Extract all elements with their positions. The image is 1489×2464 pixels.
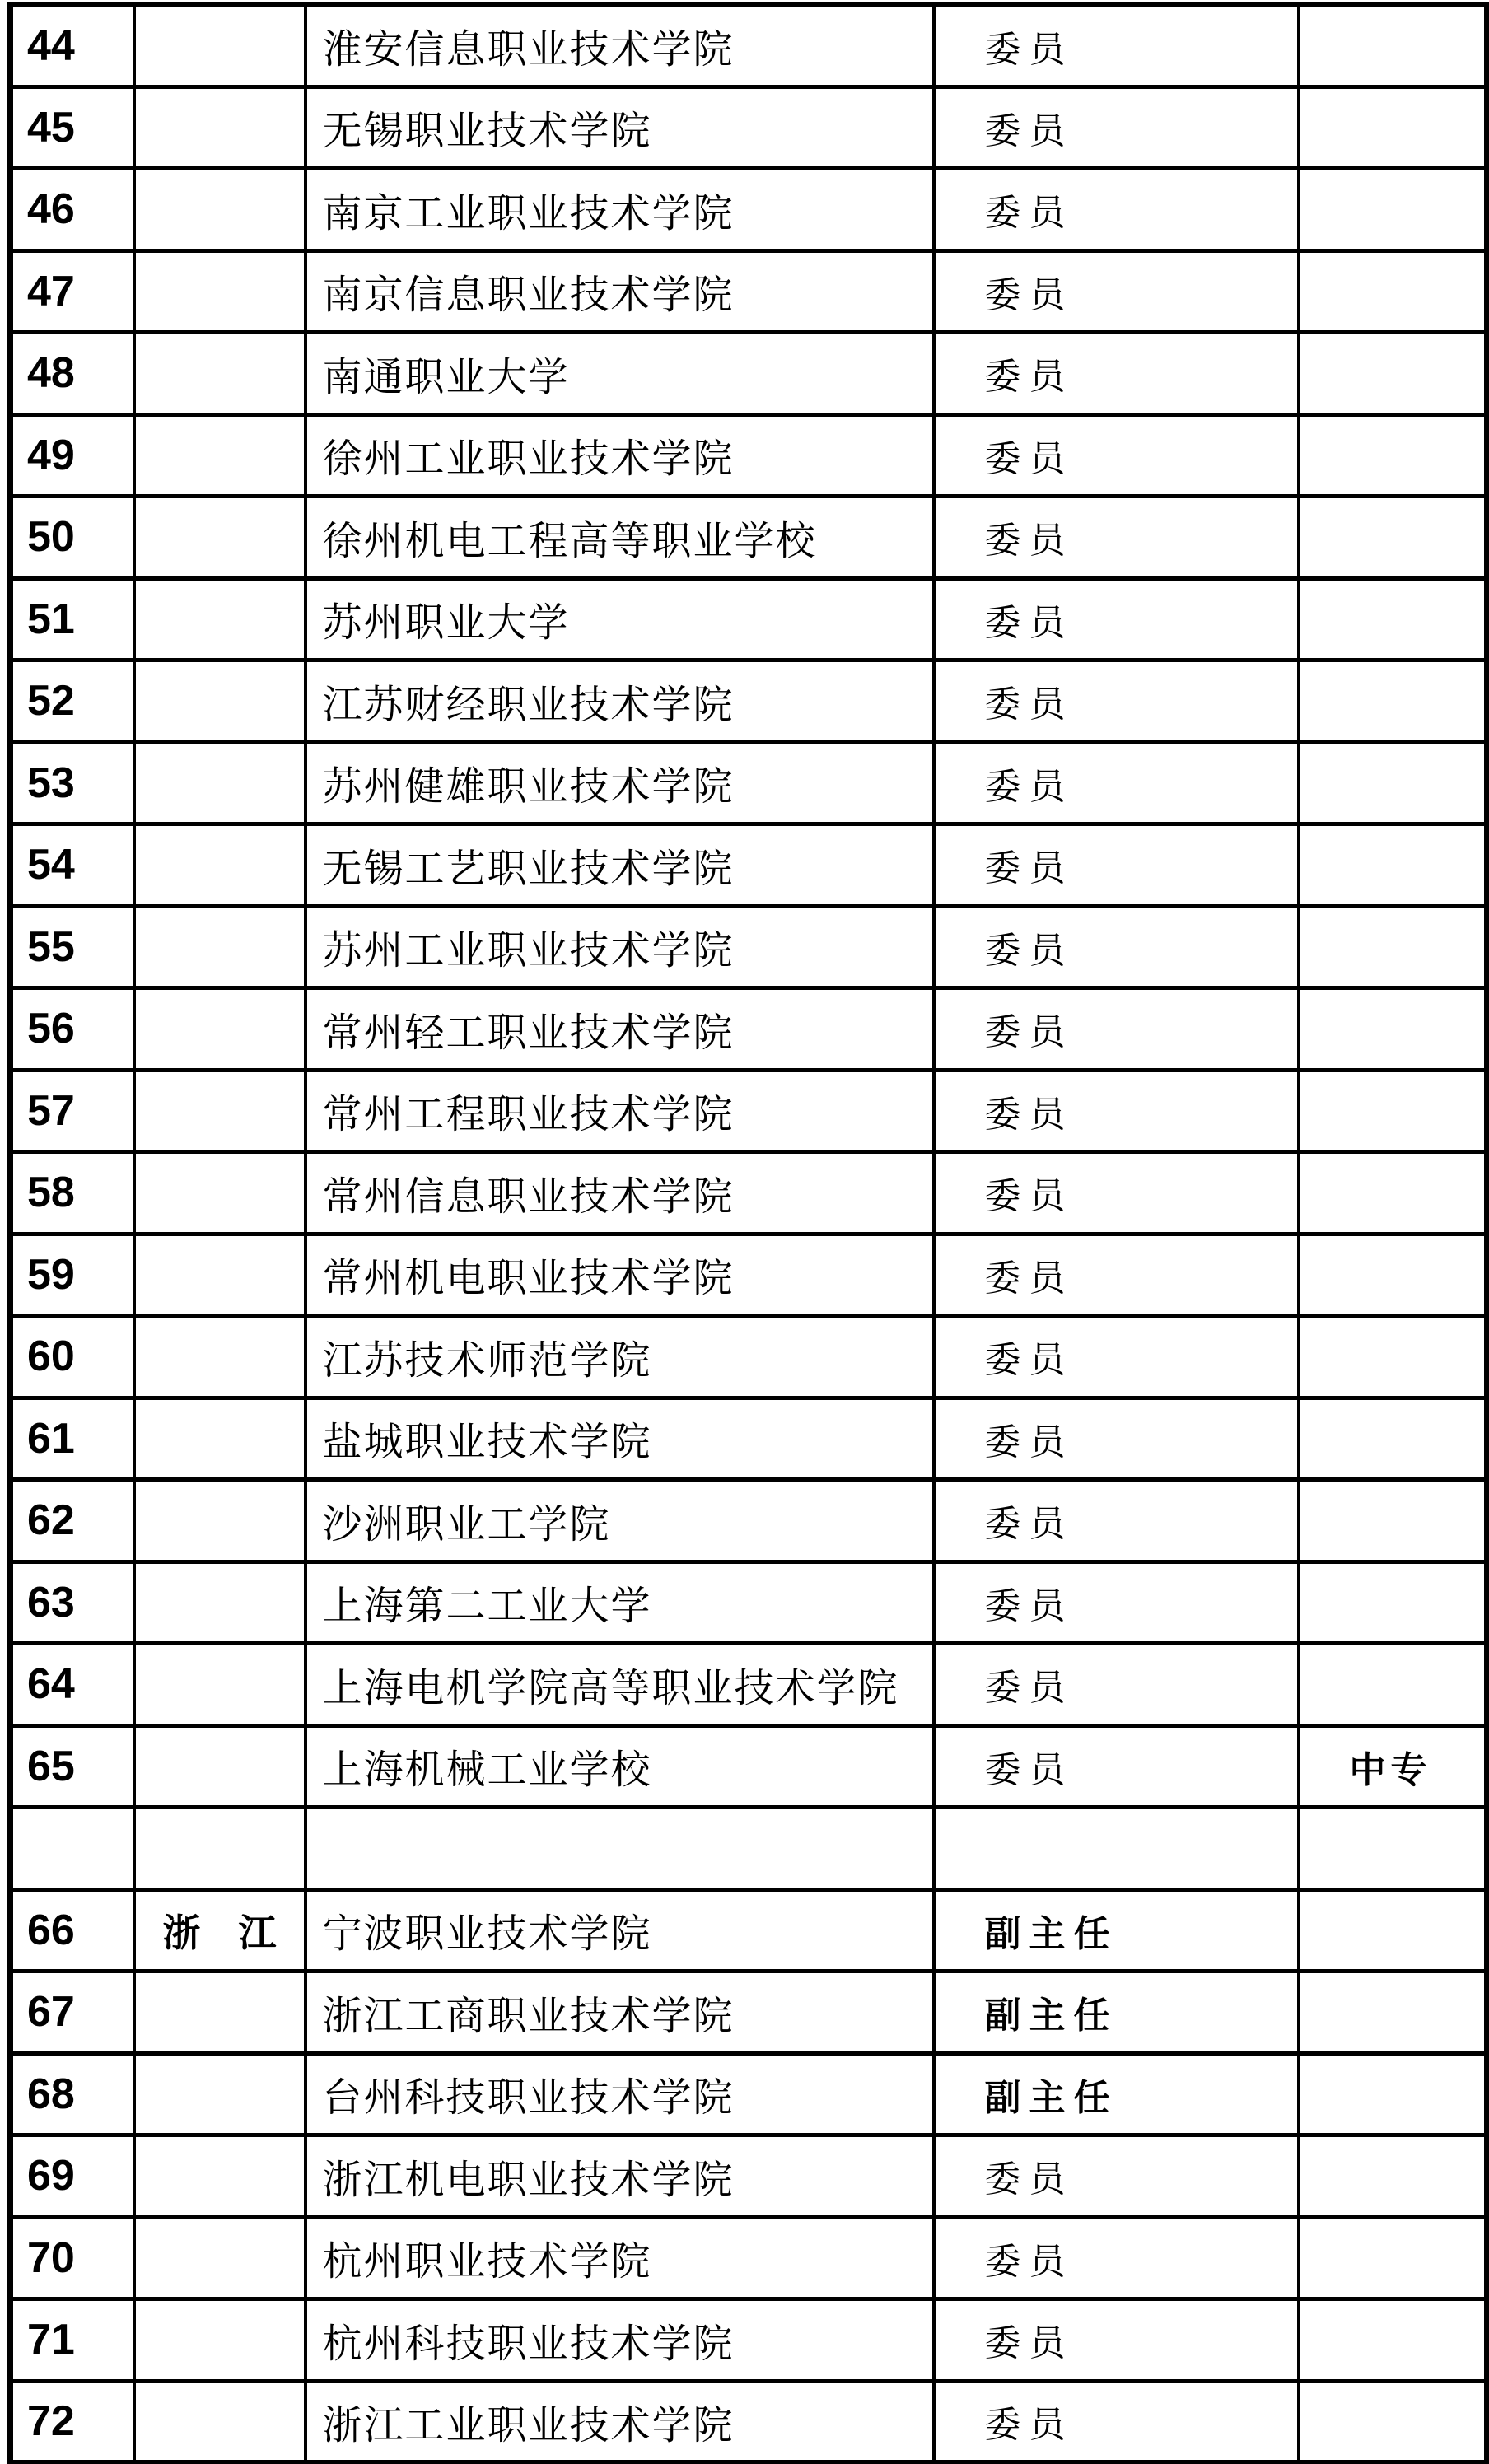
province-cell: [134, 906, 306, 988]
school-cell: 江苏财经职业技术学院: [306, 660, 934, 743]
school-cell: 沙洲职业工学院: [306, 1480, 934, 1562]
row-number-cell: 59: [11, 1234, 134, 1316]
school-cell: 宁波职业技术学院: [306, 1889, 934, 1972]
note-cell: [1299, 86, 1487, 169]
school-cell: 常州轻工职业技术学院: [306, 988, 934, 1071]
role-cell: 委员: [934, 1561, 1299, 1644]
province-cell: [134, 333, 306, 415]
role-cell: [934, 1808, 1299, 1890]
role-cell: 委员: [934, 250, 1299, 333]
role-cell: 委员: [934, 414, 1299, 497]
school-cell: 无锡职业技术学院: [306, 86, 934, 169]
province-cell: [134, 2299, 306, 2382]
role-cell: 委员: [934, 1644, 1299, 1726]
row-number-cell: 66: [11, 1889, 134, 1972]
school-cell: 浙江工商职业技术学院: [306, 1972, 934, 2054]
row-number-cell: 45: [11, 86, 134, 169]
role-cell: 委员: [934, 660, 1299, 743]
row-number-cell: 55: [11, 906, 134, 988]
table-row: [11, 1644, 1487, 1726]
role-cell: 委员: [934, 1725, 1299, 1808]
note-cell: [1299, 2381, 1487, 2463]
role-cell: 委员: [934, 988, 1299, 1071]
row-number-cell: 48: [11, 333, 134, 415]
table-row: [11, 906, 1487, 988]
table-row: [11, 1725, 1487, 1808]
note-cell: 中专: [1299, 1725, 1487, 1808]
table-row: [11, 2053, 1487, 2135]
row-number-cell: 60: [11, 1316, 134, 1398]
row-number-cell: 63: [11, 1561, 134, 1644]
row-number-cell: [11, 1808, 134, 1890]
row-number-cell: 67: [11, 1972, 134, 2054]
school-cell: [306, 1808, 934, 1890]
table-row: [11, 988, 1487, 1071]
role-cell: 委员: [934, 169, 1299, 251]
role-cell: 委员: [934, 906, 1299, 988]
province-cell: [134, 1234, 306, 1316]
note-cell: [1299, 5, 1487, 87]
province-cell: [134, 169, 306, 251]
row-number-cell: 58: [11, 1152, 134, 1234]
table-row: [11, 86, 1487, 169]
row-number-cell: 50: [11, 497, 134, 579]
role-cell: 委员: [934, 1316, 1299, 1398]
province-cell: [134, 988, 306, 1071]
role-cell: 委员: [934, 2299, 1299, 2382]
table-row: [11, 742, 1487, 824]
table-row: [11, 497, 1487, 579]
table-row: [11, 5, 1487, 87]
row-number-cell: 52: [11, 660, 134, 743]
province-cell: 浙 江: [134, 1889, 306, 1972]
province-cell: [134, 2135, 306, 2218]
role-cell: 委员: [934, 86, 1299, 169]
row-number-cell: 57: [11, 1070, 134, 1152]
note-cell: [1299, 742, 1487, 824]
province-cell: [134, 742, 306, 824]
school-cell: 南京工业职业技术学院: [306, 169, 934, 251]
role-cell: 委员: [934, 824, 1299, 907]
school-cell: 杭州职业技术学院: [306, 2217, 934, 2299]
table-row: [11, 1561, 1487, 1644]
table-row: [11, 1316, 1487, 1398]
note-cell: [1299, 824, 1487, 907]
table-row: [11, 578, 1487, 660]
province-cell: [134, 1725, 306, 1808]
role-cell: 副主任: [934, 2053, 1299, 2135]
province-cell: [134, 250, 306, 333]
row-number-cell: 51: [11, 578, 134, 660]
province-cell: [134, 5, 306, 87]
province-cell: [134, 497, 306, 579]
row-number-cell: 49: [11, 414, 134, 497]
province-cell: [134, 1152, 306, 1234]
row-number-cell: 53: [11, 742, 134, 824]
note-cell: [1299, 1808, 1487, 1890]
table-row: [11, 250, 1487, 333]
school-cell: 台州科技职业技术学院: [306, 2053, 934, 2135]
note-cell: [1299, 250, 1487, 333]
province-cell: [134, 2053, 306, 2135]
role-cell: 委员: [934, 2135, 1299, 2218]
province-cell: [134, 1561, 306, 1644]
role-cell: 委员: [934, 497, 1299, 579]
province-cell: [134, 1644, 306, 1726]
note-cell: [1299, 1152, 1487, 1234]
table-row: [11, 1152, 1487, 1234]
note-cell: [1299, 169, 1487, 251]
school-cell: 浙江工业职业技术学院: [306, 2381, 934, 2463]
school-cell: 徐州机电工程高等职业学校: [306, 497, 934, 579]
table-row: [11, 2135, 1487, 2218]
note-cell: [1299, 906, 1487, 988]
province-cell: [134, 1398, 306, 1480]
school-cell: 常州信息职业技术学院: [306, 1152, 934, 1234]
note-cell: [1299, 1234, 1487, 1316]
note-cell: [1299, 1972, 1487, 2054]
note-cell: [1299, 497, 1487, 579]
school-cell: 淮安信息职业技术学院: [306, 5, 934, 87]
role-cell: 委员: [934, 5, 1299, 87]
province-cell: [134, 824, 306, 907]
row-number-cell: 69: [11, 2135, 134, 2218]
role-cell: 委员: [934, 2381, 1299, 2463]
province-cell: [134, 1070, 306, 1152]
school-cell: 上海电机学院高等职业技术学院: [306, 1644, 934, 1726]
role-cell: 委员: [934, 742, 1299, 824]
province-cell: [134, 2217, 306, 2299]
table-row: [11, 1889, 1487, 1972]
table-row: [11, 824, 1487, 907]
role-cell: 委员: [934, 1152, 1299, 1234]
school-cell: 上海第二工业大学: [306, 1561, 934, 1644]
table-row: [11, 1972, 1487, 2054]
row-number-cell: 70: [11, 2217, 134, 2299]
table-row: [11, 2299, 1487, 2382]
province-cell: [134, 1972, 306, 2054]
table-row: [11, 1234, 1487, 1316]
role-cell: 委员: [934, 2217, 1299, 2299]
table-row: [11, 2381, 1487, 2463]
row-number-cell: 68: [11, 2053, 134, 2135]
table-row: [11, 660, 1487, 743]
row-number-cell: 65: [11, 1725, 134, 1808]
note-cell: [1299, 333, 1487, 415]
role-cell: 委员: [934, 1234, 1299, 1316]
school-cell: 南京信息职业技术学院: [306, 250, 934, 333]
province-cell: [134, 1480, 306, 1562]
members-table: [7, 2, 1489, 2464]
school-cell: 浙江机电职业技术学院: [306, 2135, 934, 2218]
table-row: [11, 333, 1487, 415]
school-cell: 杭州科技职业技术学院: [306, 2299, 934, 2382]
table-row: [11, 1480, 1487, 1562]
note-cell: [1299, 414, 1487, 497]
row-number-cell: 62: [11, 1480, 134, 1562]
note-cell: [1299, 1644, 1487, 1726]
school-cell: 苏州健雄职业技术学院: [306, 742, 934, 824]
province-cell: [134, 2381, 306, 2463]
row-number-cell: 47: [11, 250, 134, 333]
row-number-cell: 56: [11, 988, 134, 1071]
note-cell: [1299, 1398, 1487, 1480]
role-cell: 委员: [934, 1070, 1299, 1152]
note-cell: [1299, 2135, 1487, 2218]
school-cell: 无锡工艺职业技术学院: [306, 824, 934, 907]
province-cell: [134, 414, 306, 497]
row-number-cell: 71: [11, 2299, 134, 2382]
note-cell: [1299, 1070, 1487, 1152]
row-number-cell: 64: [11, 1644, 134, 1726]
role-cell: 委员: [934, 1398, 1299, 1480]
school-cell: 常州机电职业技术学院: [306, 1234, 934, 1316]
table-row: [11, 414, 1487, 497]
note-cell: [1299, 1480, 1487, 1562]
role-cell: 委员: [934, 333, 1299, 415]
school-cell: 苏州职业大学: [306, 578, 934, 660]
table-row: [11, 1070, 1487, 1152]
note-cell: [1299, 2217, 1487, 2299]
note-cell: [1299, 1889, 1487, 1972]
table-row: [11, 2217, 1487, 2299]
note-cell: [1299, 660, 1487, 743]
note-cell: [1299, 2299, 1487, 2382]
school-cell: 南通职业大学: [306, 333, 934, 415]
row-number-cell: 44: [11, 5, 134, 87]
school-cell: 上海机械工业学校: [306, 1725, 934, 1808]
school-cell: 盐城职业技术学院: [306, 1398, 934, 1480]
province-cell: [134, 86, 306, 169]
role-cell: 副主任: [934, 1972, 1299, 2054]
role-cell: 委员: [934, 578, 1299, 660]
row-number-cell: 46: [11, 169, 134, 251]
role-cell: 副主任: [934, 1889, 1299, 1972]
province-cell: [134, 1808, 306, 1890]
note-cell: [1299, 988, 1487, 1071]
school-cell: 苏州工业职业技术学院: [306, 906, 934, 988]
note-cell: [1299, 1316, 1487, 1398]
role-cell: 委员: [934, 1480, 1299, 1562]
province-cell: [134, 660, 306, 743]
table-body: [11, 5, 1487, 2463]
row-number-cell: 54: [11, 824, 134, 907]
school-cell: 常州工程职业技术学院: [306, 1070, 934, 1152]
table-row-empty: [11, 1808, 1487, 1890]
school-cell: 徐州工业职业技术学院: [306, 414, 934, 497]
note-cell: [1299, 2053, 1487, 2135]
row-number-cell: 61: [11, 1398, 134, 1480]
school-cell: 江苏技术师范学院: [306, 1316, 934, 1398]
table-row: [11, 169, 1487, 251]
table-row: [11, 1398, 1487, 1480]
province-cell: [134, 1316, 306, 1398]
row-number-cell: 72: [11, 2381, 134, 2463]
province-cell: [134, 578, 306, 660]
note-cell: [1299, 1561, 1487, 1644]
note-cell: [1299, 578, 1487, 660]
